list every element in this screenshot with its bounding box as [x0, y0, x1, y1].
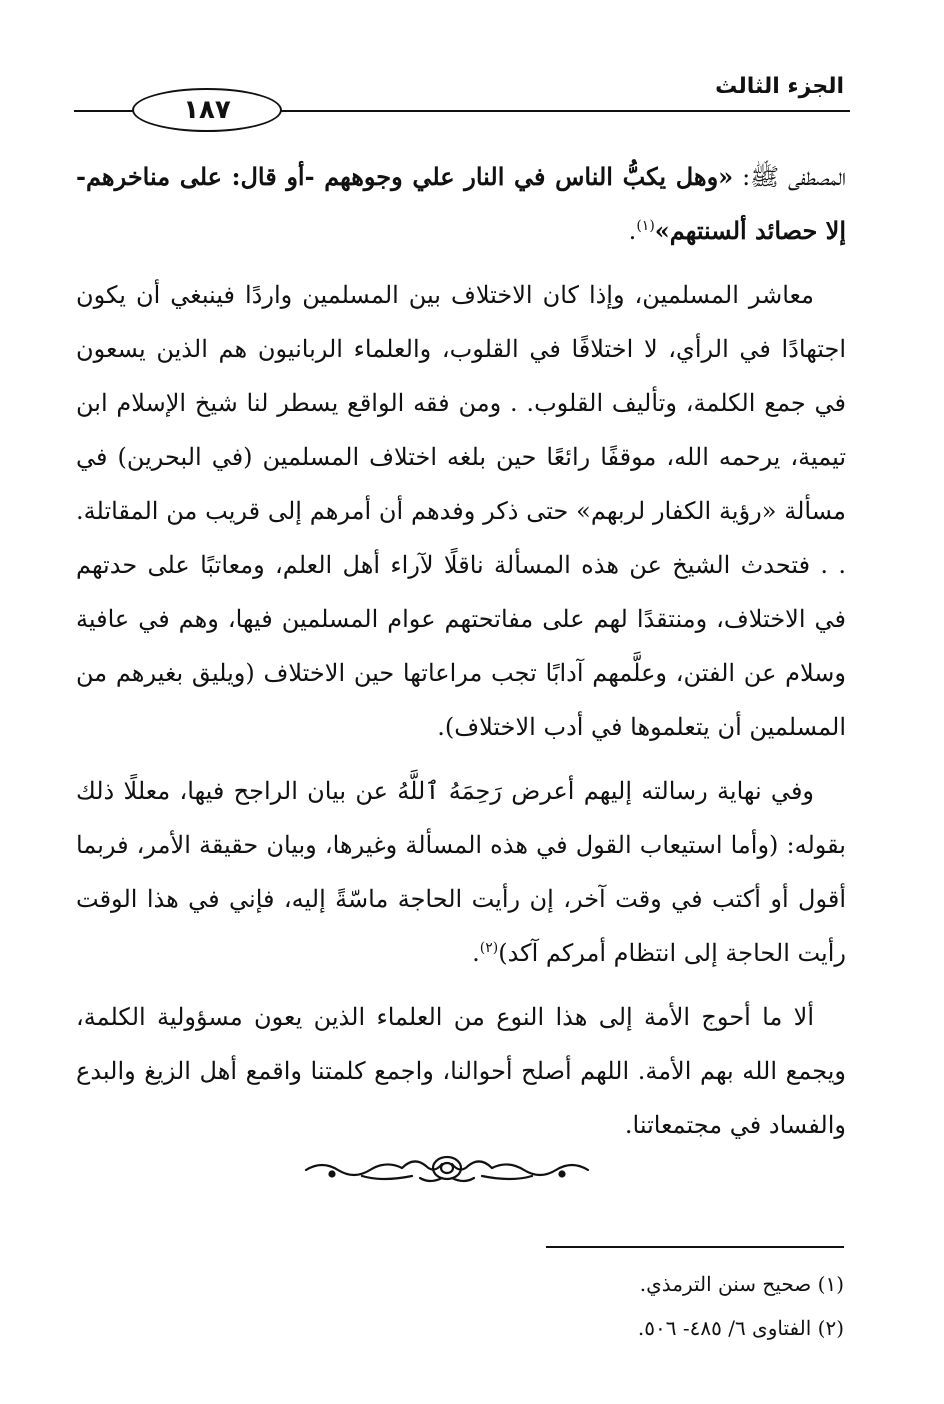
paragraph-1-lead: المصطفى ﷺ: — [733, 163, 846, 191]
running-head: الجزء الثالث — [715, 74, 844, 99]
ornament-divider — [302, 1148, 592, 1188]
footnotes — [84, 1262, 844, 1350]
paragraph-1-tail: . — [628, 217, 637, 245]
footnote-rule — [546, 1246, 844, 1248]
page-number: ١٨٧ — [132, 88, 282, 132]
paragraph-2: معاشر المسلمين، وإذا كان الاختلاف بين المسلمين واردًا فينبغي أن يكون اجتهادًا في الرأي، لا اختلافًا في القلوب، والعلماء الربانيون هم الذين يسعون في جمع الكلمة، وتأليف القلوب. . ومن فقه الواقع يسطر لنا شيخ الإسلام ابن تيمية، يرحمه الله، موقفًا رائعًا حين بلغه اختلاف المسلمين (في البحرين) في مسألة «رؤية الكفار لربهم» حتى ذكر وفدهم أن أمرهم إلى قريب من المقاتلة. . . فتحدث الشيخ عن هذه المسألة ناقلًا لآراء أهل العلم، ومعاتبًا على حدتهم في الاختلاف، ومنتقدًا لهم على مفاتحتهم عوام المسلمين فيها، وهم في عافية وسلام عن الفتن، وعلَّمهم آدابًا تجب مراعاتها حين الاختلاف (ويليق بغيرهم من المسلمين أن يتعلموها في أدب الاختلاف). — [76, 281, 846, 741]
paragraph-3-tail: . — [472, 939, 480, 967]
footnote-ref-2[interactable]: (٢) — [479, 940, 499, 956]
footnote-ref-1[interactable]: (١) — [636, 218, 655, 234]
footnote-2: (٢) الفتاوى ٦/ ٤٨٥- ٥٠٦. — [637, 1316, 844, 1340]
page-header — [70, 68, 850, 138]
paragraph-4: ألا ما أحوج الأمة إلى هذا النوع من العلماء الذين يعون مسؤولية الكلمة، ويجمع الله بهم الأمة. اللهم أصلح أحوالنا، واجمع كلمتنا واقمع أهل الزيغ والبدع والفساد في مجتمعاتنا. — [76, 1003, 846, 1139]
main-text — [76, 150, 846, 1162]
footnote-1: (١) صحيح سنن الترمذي. — [639, 1272, 844, 1296]
paragraph-3 — [76, 764, 846, 980]
paragraph-1 — [76, 150, 846, 258]
hadith-quote: «وهل يكبُّ الناس في النار علي وجوههم -أو قال: على مناخرهم- إلا حصائد ألسنتهم» — [76, 162, 846, 245]
paragraph-3-text: وفي نهاية رسالته إليهم أعرض رَحِمَهُ ٱللَّهُ عن بيان الراجح فيها، معللًا ذلك بقوله: (وأما استيعاب القول في هذه المسألة وغيرها، وبيان حقيقة الأمر، فربما أقول أو أكتب في وقت آخر، إن رأيت الحاجة ماسّةً إليه، فإني في هذا الوقت رأيت الحاجة إلى انتظام أمركم آكد) — [76, 777, 846, 967]
